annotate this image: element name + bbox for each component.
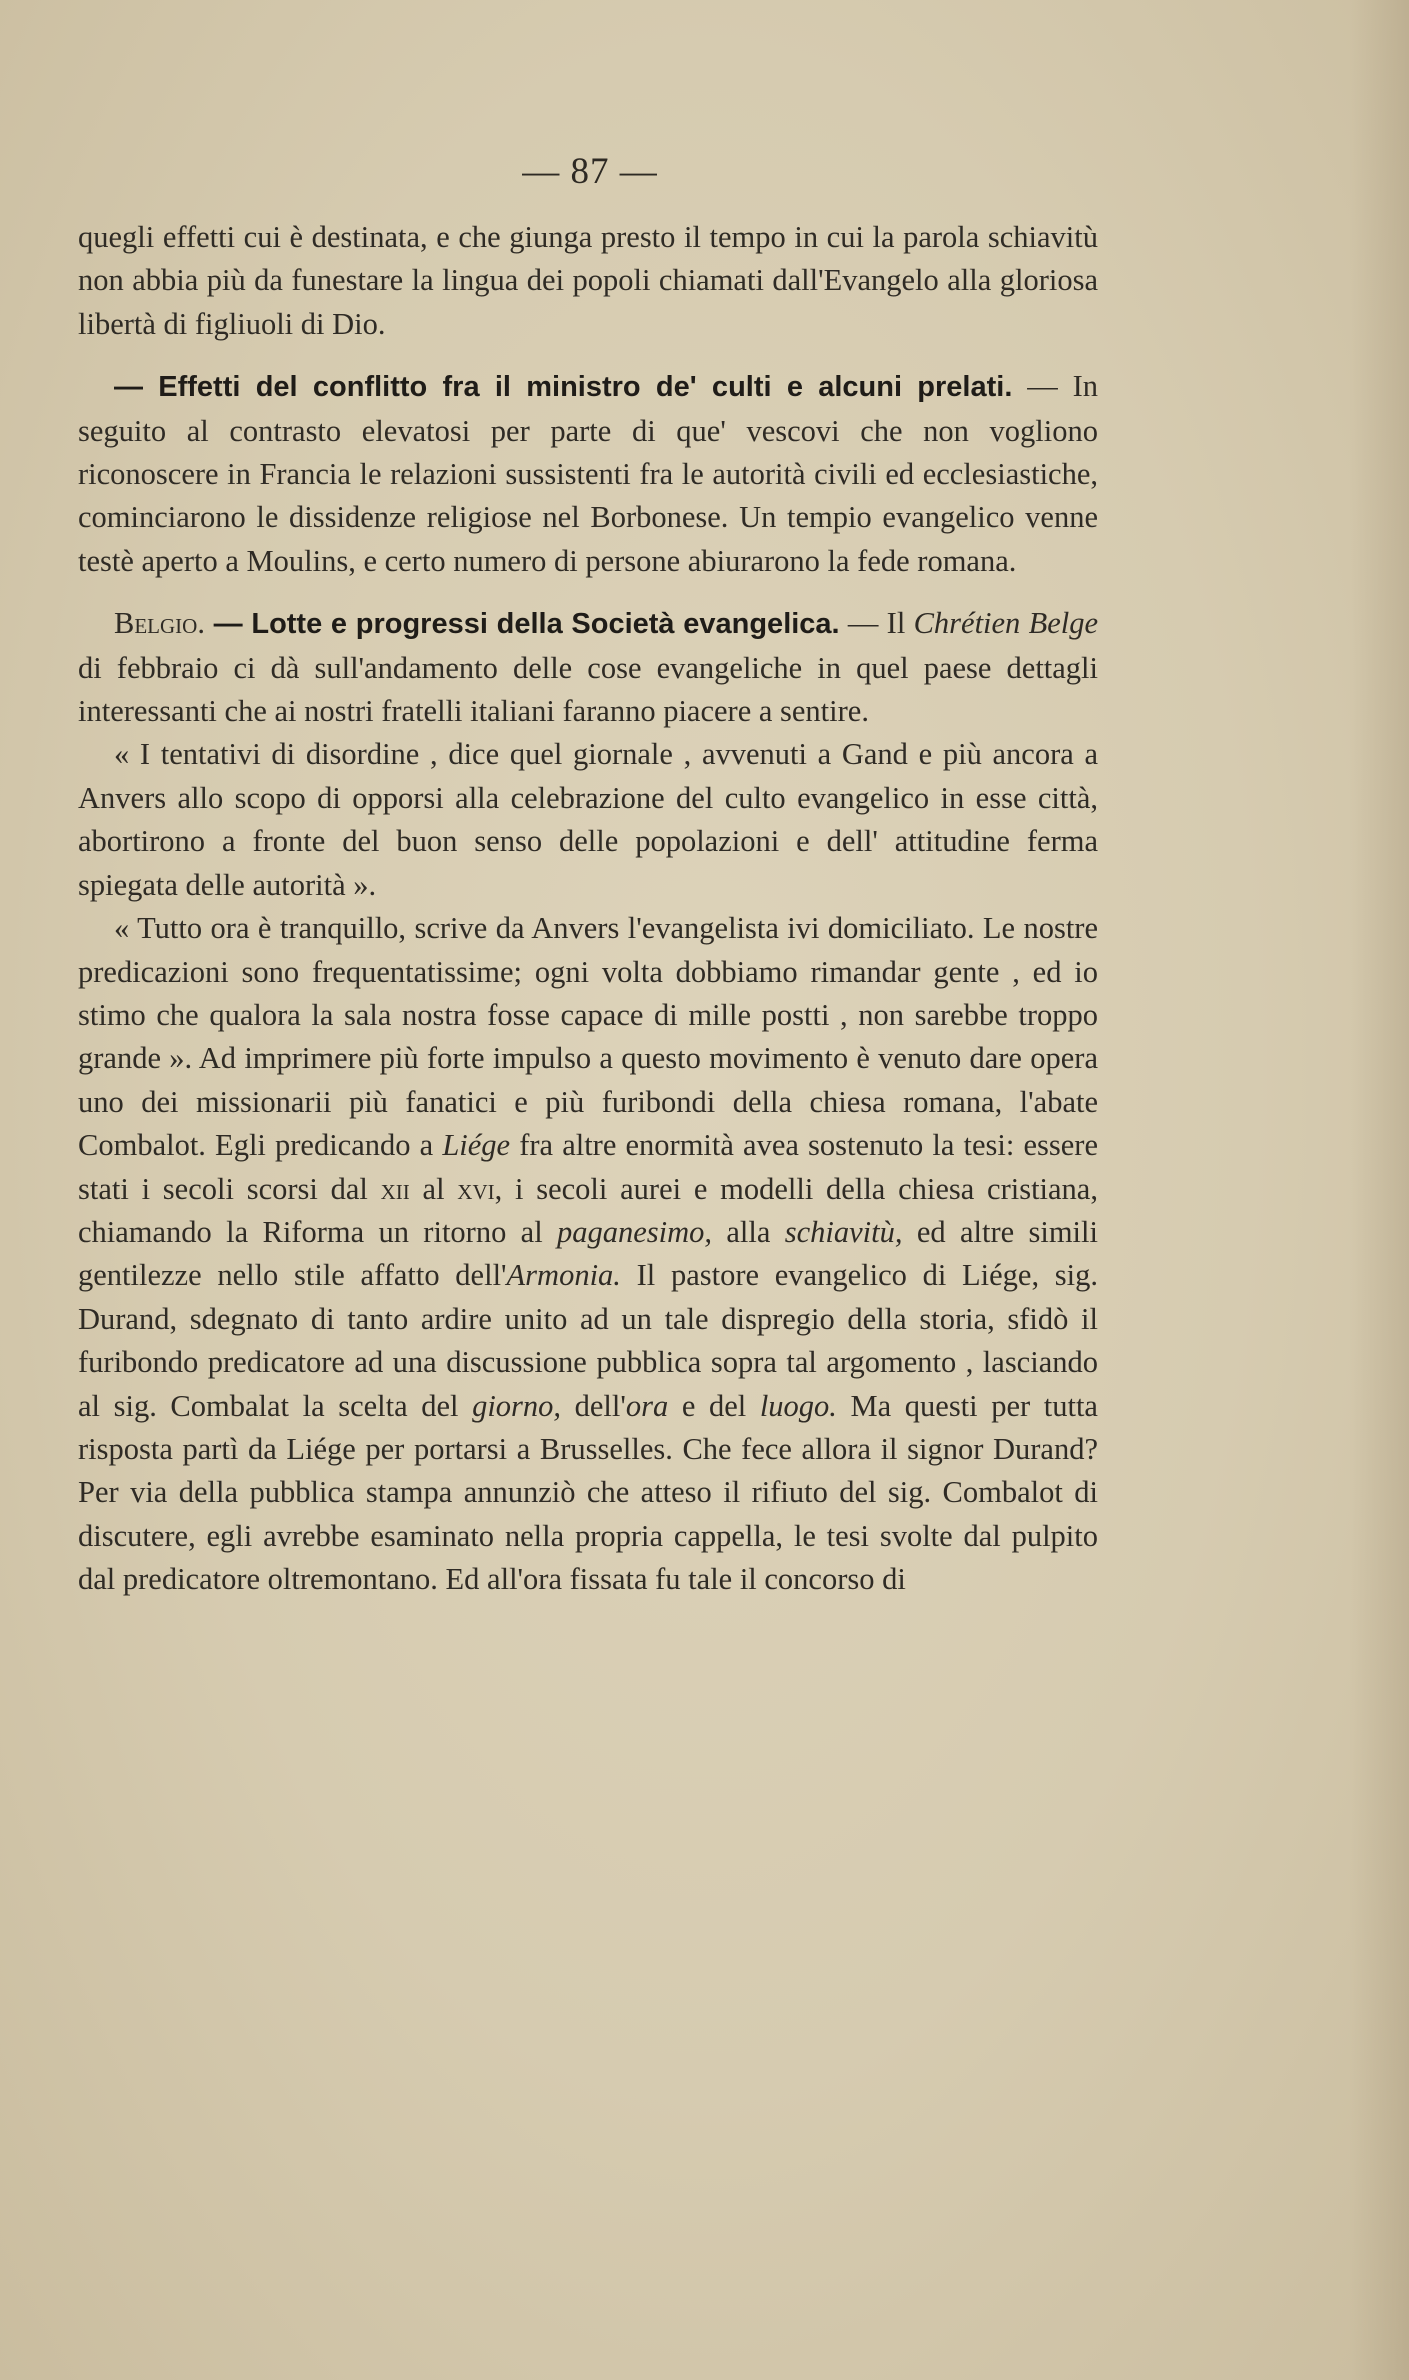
italic-run: Armonia.	[506, 1258, 621, 1293]
italic-run: luogo.	[759, 1388, 837, 1423]
page-edge-shadow	[1349, 0, 1409, 2380]
paragraph-2	[78, 365, 1098, 583]
text-run: , i secoli aurei e modelli della chiesa cristiana, chiamando la Riforma un ritorno al	[78, 1171, 1098, 1249]
text-run: e del	[668, 1388, 760, 1423]
italic-run: ora	[625, 1388, 669, 1423]
italic-run: schiavitù,	[784, 1214, 903, 1249]
body-text	[78, 216, 1098, 1602]
text-run: Il pastore evangelico di Liége, sig. Durand, sdegnato di tanto ardire unito ad un tale dispregio della storia, sfidò il furibondo predicatore ad una discussione pubblica sopra tal argomento , lasciando al sig. Combalat la scelta del	[78, 1258, 1098, 1423]
text-run: ed altre simili gentilezze nello stile affatto dell'	[78, 1214, 1098, 1293]
section-heading-belgio: — Lotte e progressi della Società evangelica.	[204, 608, 840, 641]
roman-numeral: xvi	[457, 1171, 495, 1206]
italic-run: paganesimo,	[557, 1214, 713, 1249]
text-run: fra altre enormità avea sostenuto la tesi: essere stati i secoli scorsi dal	[78, 1128, 1098, 1206]
roman-numeral: xii	[380, 1171, 410, 1206]
italic-run: Liége	[442, 1128, 511, 1163]
text-run: alla	[712, 1214, 785, 1249]
paragraph-1: quegli effetti cui è destinata, e che giunga presto il tempo in cui la parola schiavitù non abbia più da funestare la lingua dei popoli chiamati dall'Evangelo alla gloriosa libertà di figliuoli di Dio.	[78, 220, 1098, 341]
paragraph-4: « I tentativi di disordine , dice quel giornale , avvenuti a Gand e più ancora a Anvers allo scopo di opporsi alla celebrazione del culto evangelico in esse città, abortirono a fronte del buon senso delle popolazioni e dell' attitudine ferma spiegata delle autorità ».	[78, 737, 1098, 902]
text-run: Ma questi per tutta risposta partì da Liége per portarsi a Brusselles. Che fece allora il signor Durand? Per via della pubblica stampa annunziò che atteso il rifiuto del sig. Combalot di discutere, egli avrebbe esaminato nella propria cappella, le tesi svolte dal pulpito dal predicatore oltremontano. Ed all'ora fissata fu tale il concorso di	[78, 1388, 1098, 1597]
paragraph-5	[78, 907, 1098, 1602]
text-run: dell'	[561, 1388, 626, 1423]
paragraph-3	[78, 602, 1098, 733]
paragraph-3-body-b: di febbraio ci dà sull'andamento delle cose evangeliche in quel paese dettagli interessanti che ai nostri fratelli italiani faranno piacere a sentire.	[78, 650, 1098, 729]
page-number: — 87 —	[522, 151, 658, 192]
paragraph-2-body: — In seguito al contrasto elevatosi per parte di que' vescovi che non vogliono riconoscere in Francia le relazioni sussistenti fra le autorità civili ed ecclesiastiche, cominciarono le dissidenze religiose nel Borbonese. Un tempio evangelico venne testè aperto a Moulins, e certo numero di persone abiurarono la fede romana.	[78, 369, 1098, 578]
section-heading-conflitto: — Effetti del conflitto fra il ministro de' culti e alcuni prelati.	[114, 371, 1013, 404]
paragraph-3-body-a: — Il	[839, 606, 914, 641]
text-run: « Tutto ora è tranquillo, scrive da Anvers l'evangelista ivi domiciliato. Le nostre predicazioni sono frequentatissime; ogni volta dobbiamo rimandar gente , ed io stimo che qualora la sala nostra fosse capace di mille postti , non sarebbe troppo grande ». Ad imprimere più forte impulso a questo movimento è venuto dare opera uno dei missionarii più fanatici e più furibondi della chiesa romana, l'abate Combalot. Egli predicando a	[78, 911, 1098, 1163]
text-run: al	[409, 1171, 458, 1206]
italic-run: giorno,	[472, 1388, 562, 1423]
country-label: Belgio.	[114, 606, 205, 641]
journal-title: Chrétien Belge	[913, 606, 1098, 641]
